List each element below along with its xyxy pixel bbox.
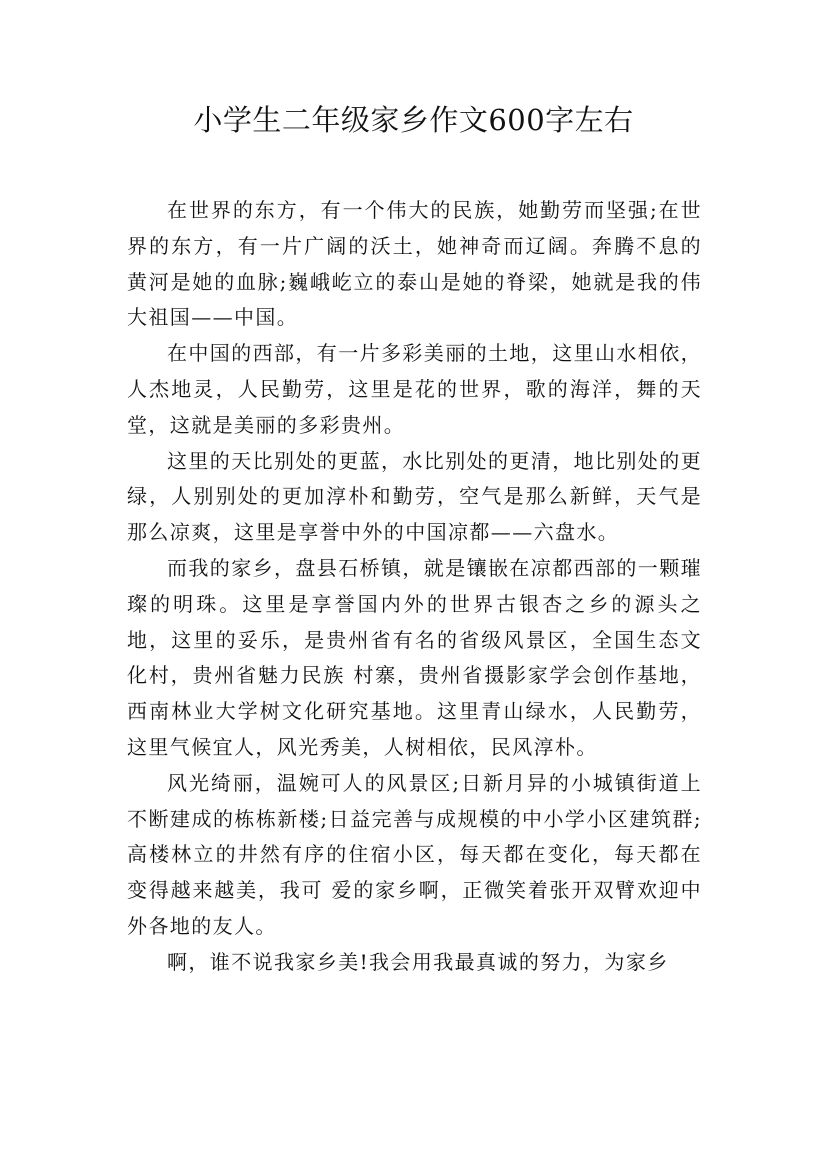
paragraph-2: 在中国的西部，有一片多彩美丽的土地，这里山水相依，人杰地灵，人民勤劳，这里是花的世界，歌的海洋，舞的天堂，这就是美丽的多彩贵州。 [127, 341, 702, 437]
document-title: 小学生二年级家乡作文600字左右 [193, 103, 634, 137]
paragraph-4: 而我的家乡，盘县石桥镇，就是镶嵌在凉都西部的一颗璀璨的明珠。这里是享誉国内外的世界古银杏之乡的源头之地，这里的妥乐，是贵州省有名的省级风景区，全国生态文化村，贵州省魅力民族 村寨，贵州省摄影家学会创作基地，西南林业大学树文化研究基地。这里青山绿水，人民勤劳，这里气候宜人，风光秀美，人树相依，民风淳朴。 [127, 555, 702, 759]
paragraph-5: 风光绮丽，温婉可人的风景区;日新月异的小城镇街道上不断建成的栋栋新楼;日益完善与成规模的中小学小区建筑群;高楼林立的井然有序的住宿小区，每天都在变化，每天都在变得越来越美，我可 爱的家乡啊，正微笑着张开双臂欢迎中外各地的友人。 [127, 770, 702, 938]
paragraph-1: 在世界的东方，有一个伟大的民族，她勤劳而坚强;在世界的东方，有一片广阔的沃土，她神奇而辽阔。奔腾不息的黄河是她的血脉;巍峨屹立的泰山是她的脊梁，她就是我的伟大祖国——中国。 [127, 198, 702, 330]
document-body [127, 193, 702, 981]
paragraph-6: 啊，谁不说我家乡美!我会用我最真诚的努力，为家乡 [167, 949, 669, 974]
paragraph-3: 这里的天比别处的更蓝，水比别处的更清，地比别处的更绿，人别别处的更加淳朴和勤劳，空气是那么新鲜，天气是那么凉爽，这里是享誉中外的中国凉都——六盘水。 [127, 448, 702, 545]
